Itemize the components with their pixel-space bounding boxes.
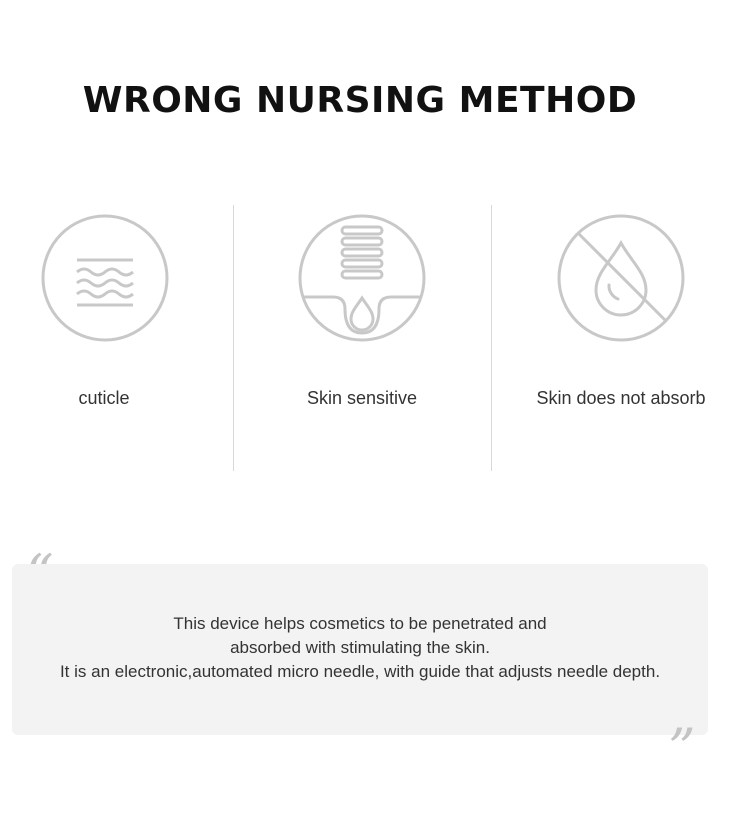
no-drop-icon: [556, 213, 686, 343]
quote-line: absorbed with stimulating the skin.: [230, 638, 490, 657]
quote-line: It is an electronic,automated micro needle, with guide that adjusts needle depth.: [59, 662, 661, 681]
feature-list: [0, 205, 730, 471]
wavy-lines-icon: [40, 213, 170, 343]
quote-line: This device helps cosmetics to be penetrated and: [173, 614, 547, 633]
quote-text: [12, 612, 708, 684]
feature-skin-sensitive: [233, 205, 491, 471]
feature-cuticle: [0, 205, 233, 471]
page-title: WRONG NURSING METHOD: [82, 80, 638, 121]
feature-skin-does-not-absorb: [491, 205, 730, 471]
close-quote-icon: ”: [668, 717, 696, 780]
feature-label: cuticle: [78, 388, 130, 408]
skin-spring-drop-icon: [297, 213, 427, 343]
quote-box: [12, 564, 708, 735]
feature-label: Skin sensitive: [306, 388, 418, 408]
feature-label: Skin does not absorb: [536, 388, 706, 408]
